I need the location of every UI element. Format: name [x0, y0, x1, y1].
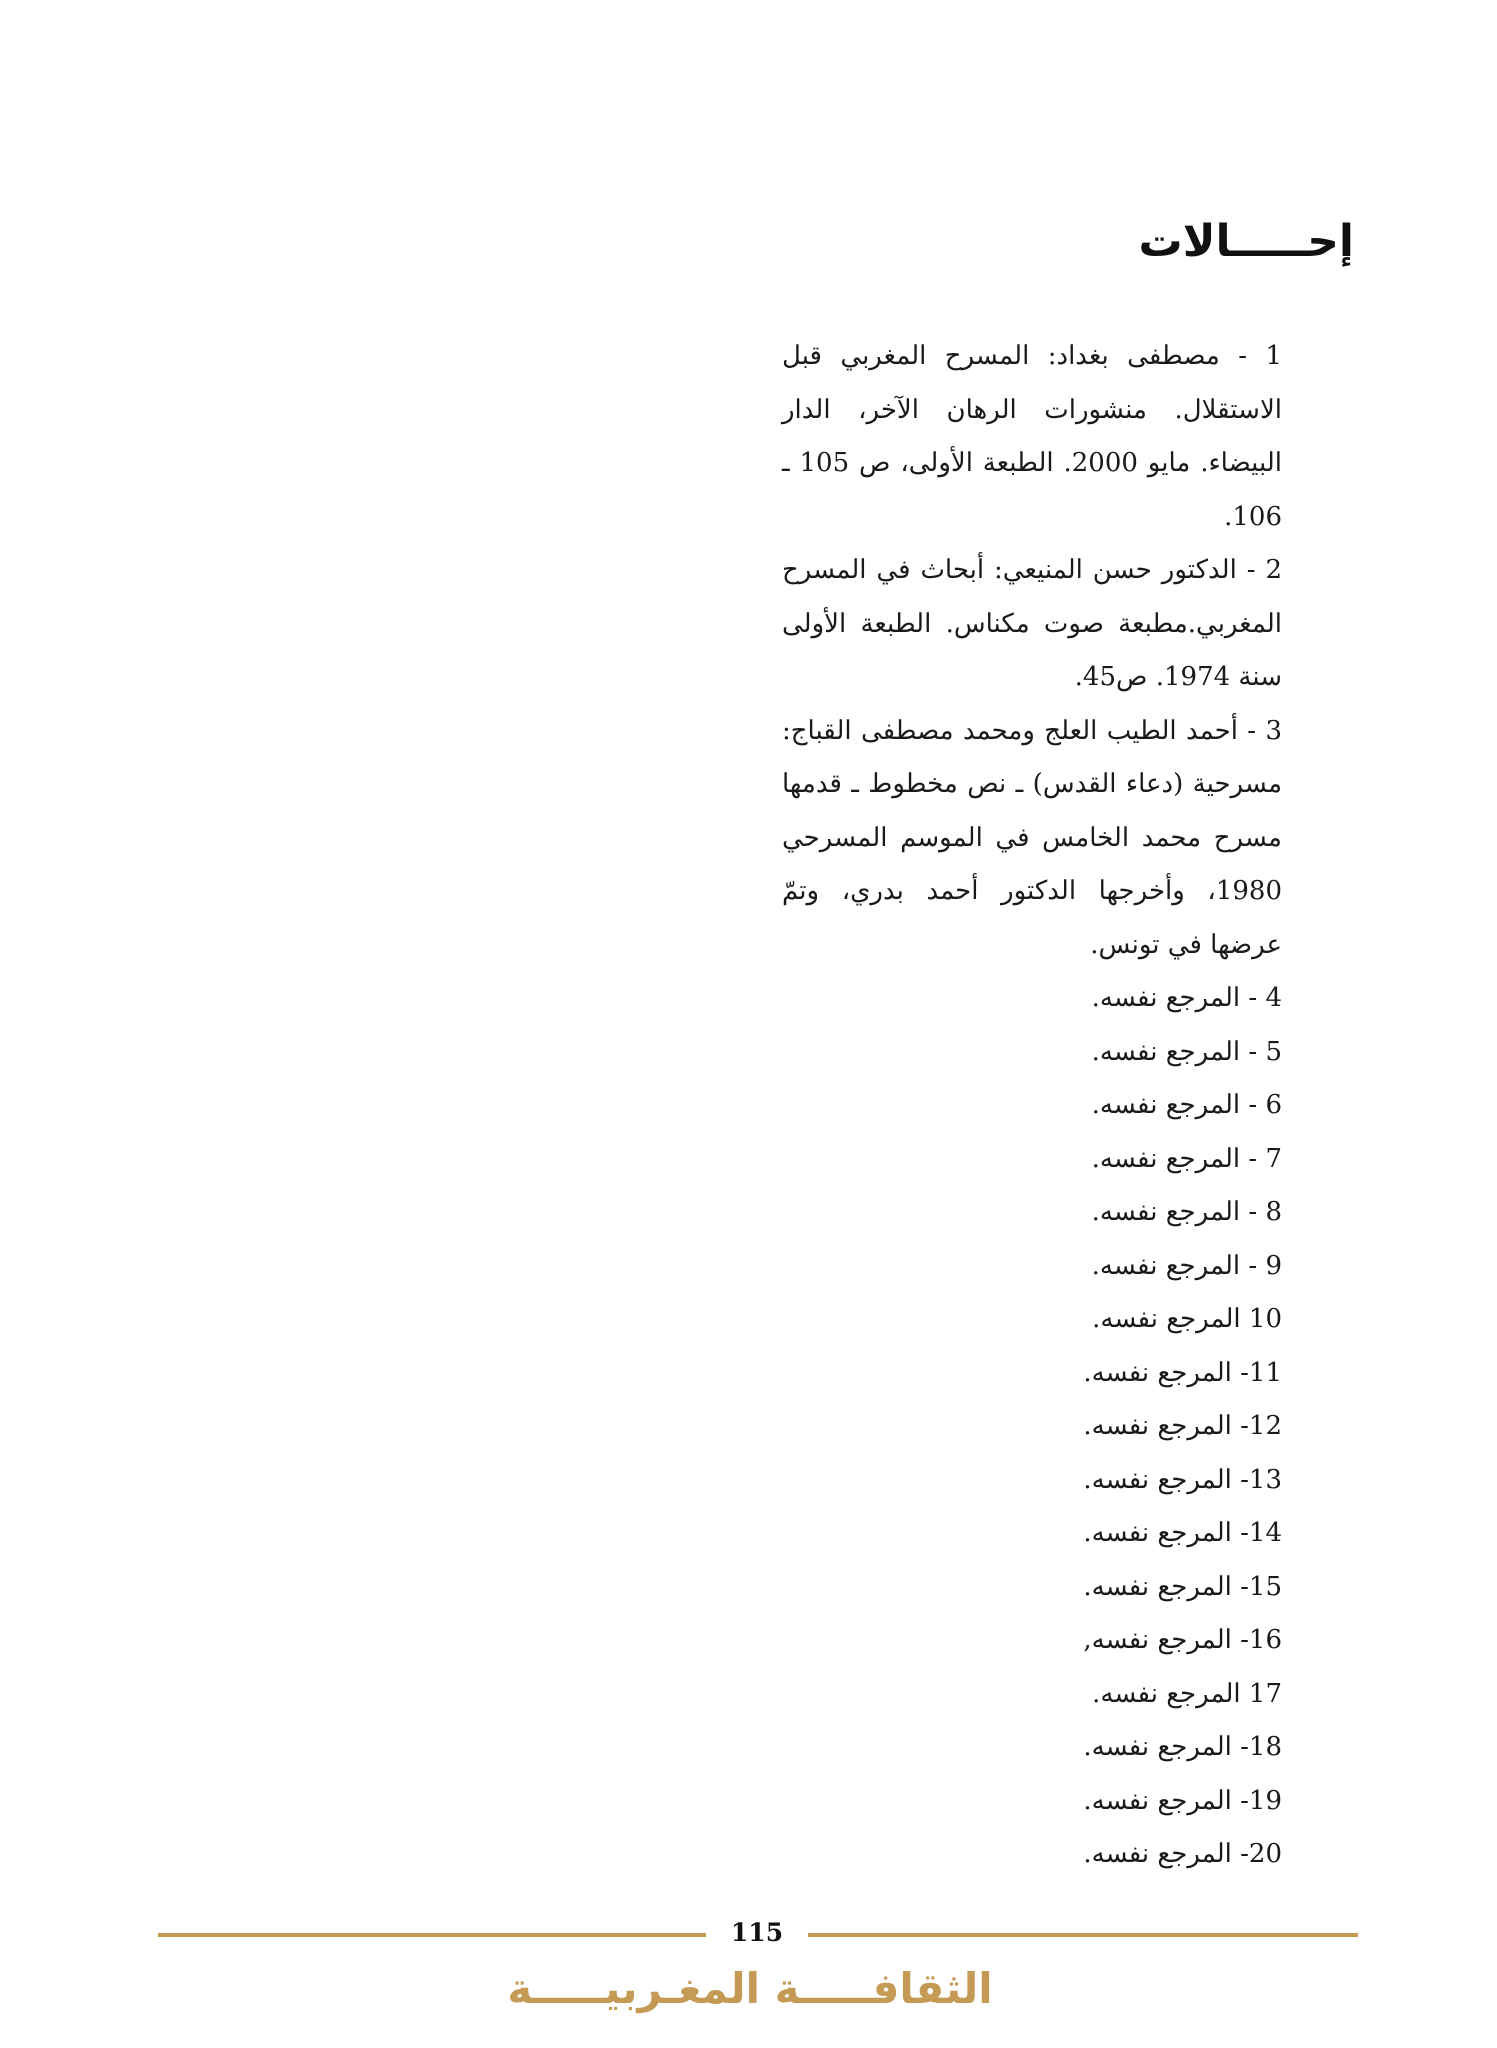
- endnote-item: 18- المرجع نفسه.: [1083, 1732, 1282, 1762]
- endnote-item: 4 - المرجع نفسه.: [1091, 983, 1282, 1013]
- footer-rule-left: [158, 1933, 706, 1937]
- endnote-item: 1 - مصطفى بغداد: المسرح المغربي قبل الاستقلال. منشورات الرهان الآخر، الدار البيضاء. مايو 2000. الطبعة الأولى، ص 105 ـ 106.: [782, 341, 1282, 532]
- footer-rule-right: [808, 1933, 1358, 1937]
- endnote-item: 10 المرجع نفسه.: [1092, 1304, 1282, 1334]
- notes-heading: إحـــــالات: [1138, 216, 1354, 267]
- endnote-item: 2 - الدكتور حسن المنيعي: أبحاث في المسرح المغربي.مطبعة صوت مكناس. الطبعة الأولى سنة 1974. ص45.: [782, 555, 1282, 692]
- endnote-item: 11- المرجع نفسه.: [1083, 1357, 1282, 1388]
- endnote-item: 20- المرجع نفسه.: [1083, 1839, 1282, 1869]
- endnote-item: 16- المرجع نفسه,: [1083, 1625, 1282, 1655]
- endnote-item: 17 المرجع نفسه.: [1092, 1678, 1282, 1709]
- endnote-item: 7 - المرجع نفسه.: [1091, 1143, 1282, 1174]
- journal-logo: الثقافـــــة المغـربيـــــة: [507, 1964, 993, 2013]
- endnote-item: 15- المرجع نفسه.: [1083, 1571, 1282, 1602]
- endnote-item: 5 - المرجع نفسه.: [1091, 1036, 1282, 1067]
- page-number: 115: [730, 1918, 784, 1947]
- endnote-item: 9 - المرجع نفسه.: [1091, 1250, 1282, 1281]
- endnote-item: 19- المرجع نفسه.: [1083, 1785, 1282, 1816]
- endnote-item: 3 - أحمد الطيب العلج ومحمد مصطفى القباج: مسرحية (دعاء القدس) ـ نص مخطوط ـ قدمها مسرح محمد الخامس في الموسم المسرحي 1980، وأخرجها الدكتور أحمد بدري، وتمّ عرضها في تونس.: [782, 715, 1282, 960]
- endnote-item: 8 - المرجع نفسه.: [1091, 1197, 1282, 1227]
- endnotes-list: [782, 330, 1282, 1882]
- endnote-item: 13- المرجع نفسه.: [1083, 1464, 1282, 1495]
- endnote-item: 6 - المرجع نفسه.: [1091, 1090, 1282, 1120]
- endnote-item: 12- المرجع نفسه.: [1083, 1411, 1282, 1441]
- endnote-item: 14- المرجع نفسه.: [1083, 1518, 1282, 1548]
